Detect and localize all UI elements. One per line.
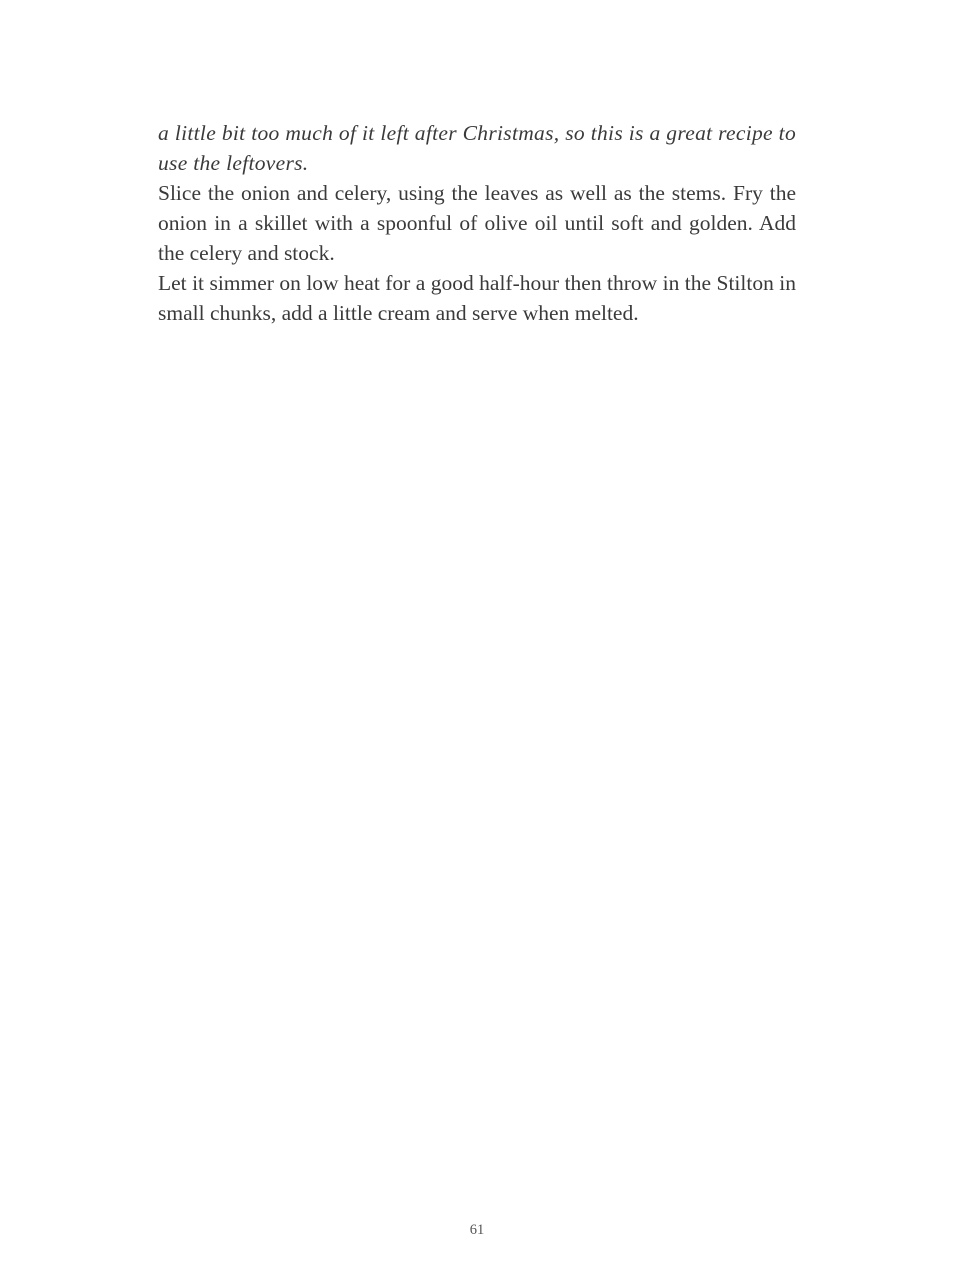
page-number: 61 xyxy=(469,1222,485,1238)
recipe-text-block xyxy=(158,118,796,328)
instruction-paragraph-1: Slice the onion and celery, using the leaves as well as the stems. Fry the onion in a skillet with a spoonful of olive oil until soft and golden. Add the celery and stock. xyxy=(158,181,796,265)
intro-note-paragraph: a little bit too much of it left after Christmas, so this is a great recipe to use the leftovers. xyxy=(158,121,796,175)
instruction-paragraph-2: Let it simmer on low heat for a good half-hour then throw in the Stilton in small chunks, add a little cream and serve when melted. xyxy=(158,271,796,325)
